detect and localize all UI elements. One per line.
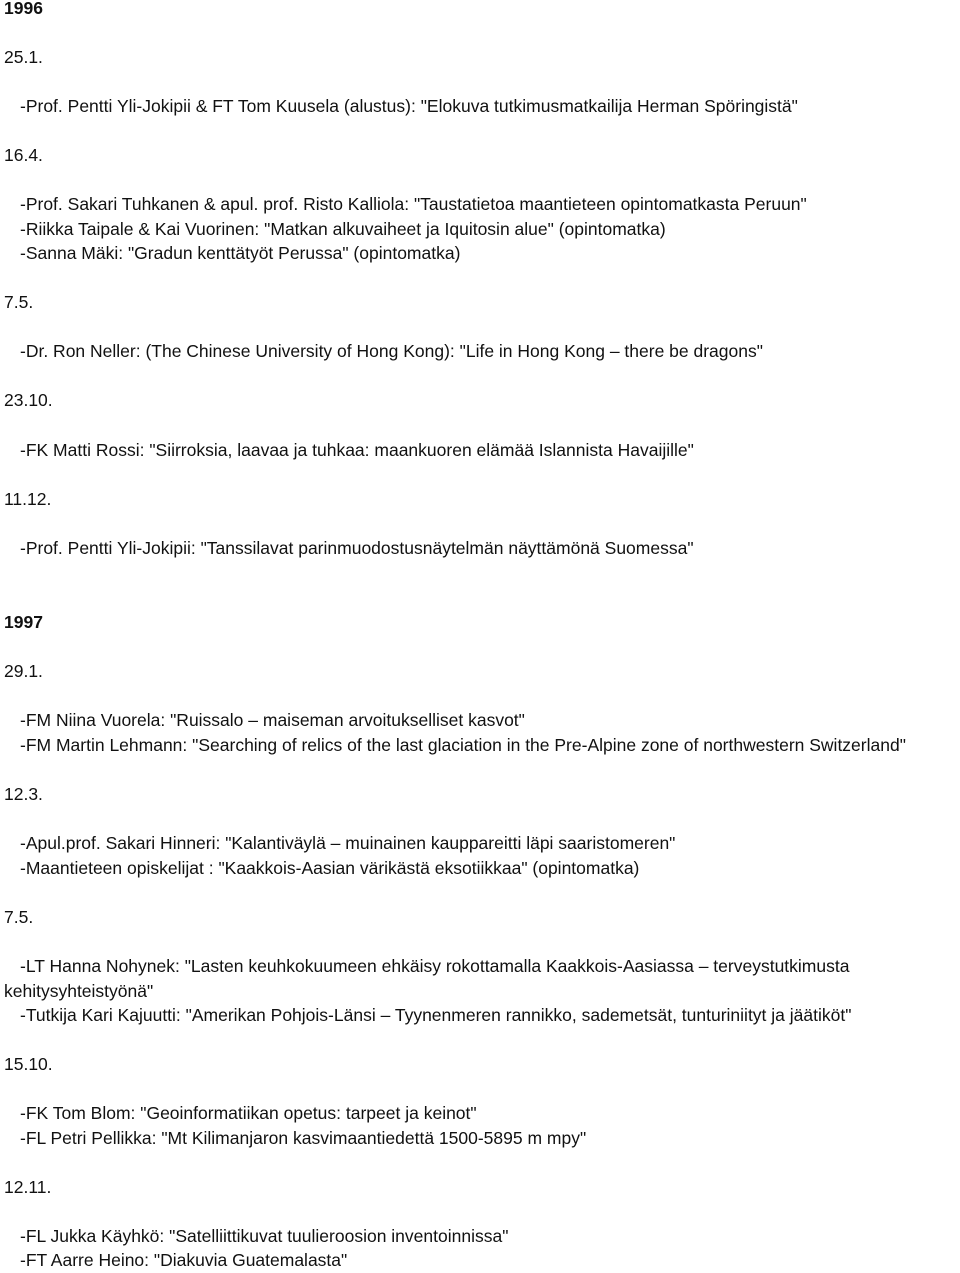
date-label: 7.5. xyxy=(4,292,34,312)
date-label: 29.1. xyxy=(4,661,43,681)
list-item: -Prof. Pentti Yli-Jokipii: "Tanssilavat parinmuodostusnäytelmän näyttämönä Suomessa" xyxy=(20,538,694,558)
list-item: -Maantieteen opiskelijat : "Kaakkois-Aasian värikästä eksotiikkaa" (opintomatka) xyxy=(20,858,640,878)
list-item: -Dr. Ron Neller: (The Chinese University of Hong Kong): "Life in Hong Kong – there be dragons" xyxy=(20,341,763,361)
year-heading: 1996 xyxy=(4,0,43,18)
list-item-continuation: kehitysyhteistyönä" xyxy=(4,981,154,1001)
list-item: -Prof. Sakari Tuhkanen & apul. prof. Risto Kalliola: "Taustatietoa maantieteen opintomatkasta Peruun" xyxy=(20,194,807,214)
list-item: -FT Aarre Heino: "Diakuvia Guatemalasta" xyxy=(20,1250,348,1270)
date-label: 23.10. xyxy=(4,390,53,410)
date-label: 15.10. xyxy=(4,1054,53,1074)
list-item: -FL Jukka Käyhkö: "Satelliittikuvat tuulieroosion inventoinnissa" xyxy=(20,1226,509,1246)
list-item: -LT Hanna Nohynek: "Lasten keuhkokuumeen ehkäisy rokottamalla Kaakkois-Aasiassa – terveystutkimusta xyxy=(20,956,850,976)
list-item: -FK Tom Blom: "Geoinformatiikan opetus: tarpeet ja keinot" xyxy=(20,1103,477,1123)
date-label: 12.11. xyxy=(4,1177,52,1197)
list-item: -FL Petri Pellikka: "Mt Kilimanjaron kasvimaantiedettä 1500-5895 m mpy" xyxy=(20,1128,587,1148)
list-item: -Riikka Taipale & Kai Vuorinen: "Matkan alkuvaiheet ja Iquitosin alue" (opintomatka) xyxy=(20,219,666,239)
list-item: -FK Matti Rossi: "Siirroksia, laavaa ja tuhkaa: maankuoren elämää Islannista Havaijille" xyxy=(20,440,694,460)
date-label: 25.1. xyxy=(4,47,43,67)
date-label: 7.5. xyxy=(4,907,34,927)
year-heading: 1997 xyxy=(4,612,43,632)
list-item: -Sanna Mäki: "Gradun kenttätyöt Perussa" (opintomatka) xyxy=(20,243,461,263)
list-item: -Tutkija Kari Kajuutti: "Amerikan Pohjois-Länsi – Tyynenmeren rannikko, sademetsät, tunturiniityt ja jäätiköt" xyxy=(20,1005,852,1025)
list-item: -FM Martin Lehmann: "Searching of relics of the last glaciation in the Pre-Alpine zone of northwestern Switzerland" xyxy=(20,735,906,755)
list-item: -Apul.prof. Sakari Hinneri: "Kalantiväylä – muinainen kauppareitti läpi saaristomeren" xyxy=(20,833,676,853)
list-item: -FM Niina Vuorela: "Ruissalo – maiseman arvoitukselliset kasvot" xyxy=(20,710,525,730)
date-label: 16.4. xyxy=(4,145,43,165)
date-label: 12.3. xyxy=(4,784,43,804)
date-label: 11.12. xyxy=(4,489,52,509)
list-item: -Prof. Pentti Yli-Jokipii & FT Tom Kuusela (alustus): "Elokuva tutkimusmatkailija Herman Spöringistä" xyxy=(20,96,798,116)
